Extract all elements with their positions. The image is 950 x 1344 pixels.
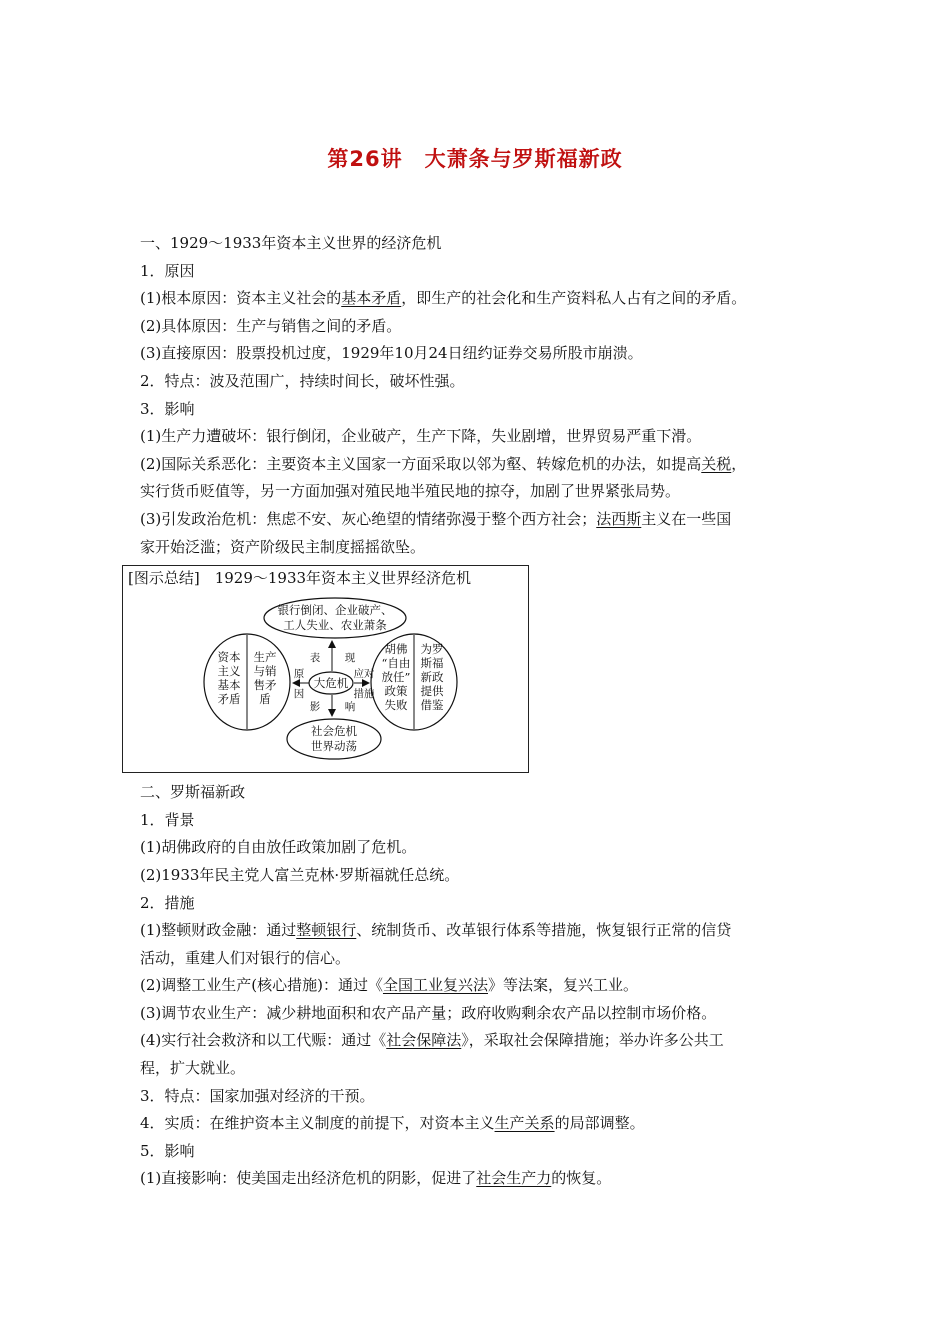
text-line — [140, 423, 820, 451]
right-col-hoover — [382, 642, 411, 712]
bottom-ellipse-line2: 世界动荡 — [311, 739, 357, 754]
text-line — [140, 478, 820, 506]
text-segment: 活动，重建人们对银行的信心。 — [140, 948, 351, 967]
diagram-cell: 矛盾 — [217, 692, 241, 707]
left-col-cause — [218, 650, 241, 706]
diagram-cell: 胡佛 — [384, 642, 408, 657]
text-line — [140, 396, 820, 424]
text-line — [140, 230, 820, 258]
diagram-cell: “自由 — [381, 656, 411, 671]
text-segment: 主义在一些国 — [641, 509, 732, 528]
left-col-contradiction — [254, 650, 277, 706]
text-segment: 2．特点：波及范围广，持续时间长，破坏性强。 — [140, 371, 465, 390]
diagram-cell: 新政 — [420, 670, 444, 685]
text-line — [140, 1027, 820, 1055]
diagram-cell: 资本 — [217, 650, 241, 665]
text-segment: 的恢复。 — [551, 1169, 612, 1188]
text-line — [140, 1083, 820, 1111]
answer-keyword: 全国工业复兴法 — [382, 976, 488, 995]
text-segment: 》等法案，复兴工业。 — [487, 976, 638, 995]
text-segment: ，即生产的社会化和生产资料私人占有之间的矛盾。 — [401, 289, 747, 308]
diagram-cell: 主义 — [217, 664, 241, 679]
top-ellipse-line2: 工人失业、农业萧条 — [283, 618, 387, 633]
diagram-svg — [123, 566, 530, 774]
text-line — [140, 890, 820, 918]
text-segment: 3．特点：国家加强对经济的干预。 — [140, 1086, 375, 1105]
diagram-cell: 基本 — [217, 678, 241, 693]
text-segment: (4)实行社会救济和以工代赈：通过《 — [140, 1031, 387, 1050]
text-segment: (2)国际关系恶化：主要资本主义国家一方面采取以邻为壑、转嫁危机的办法，如提高 — [140, 454, 702, 473]
answer-keyword: 关税 — [701, 454, 732, 473]
diagram-cell: 提供 — [420, 684, 444, 699]
answer-keyword: 生产关系 — [494, 1114, 555, 1133]
diagram-cell: 政策 — [384, 684, 408, 699]
text-line — [140, 972, 820, 1000]
document-body — [128, 230, 820, 1193]
text-segment: (1)直接影响：使美国走出经济危机的阴影，促进了 — [140, 1169, 477, 1188]
text-segment: (1)根本原因：资本主义社会的 — [140, 289, 342, 308]
text-segment: 一、1929～1933年资本主义世界的经济危机 — [140, 234, 442, 252]
text-segment: (1)胡佛政府的自由放任政策加剧了危机。 — [140, 838, 417, 857]
text-segment: (2)1933年民主党人富兰克林·罗斯福就任总统。 — [140, 865, 460, 884]
diagram-cell: 为罗 — [420, 642, 444, 657]
right-col-reference — [421, 642, 444, 712]
center-label: 大危机 — [313, 676, 349, 691]
text-segment: (3)调节农业生产：减少耕地面积和农产品产量；政府收购剩余农产品以控制市场价格。 — [140, 1003, 717, 1022]
arrow-down-label1: 影 — [309, 701, 321, 714]
arrow-right-label2: 措施 — [353, 688, 375, 701]
answer-keyword: 社会生产力 — [476, 1169, 552, 1188]
top-ellipse-line1: 银行倒闭、企业破产、 — [277, 603, 393, 618]
text-segment: 实行货币贬值等，另一方面加强对殖民地半殖民地的掠夺，加剧了世界紧张局势。 — [140, 482, 681, 501]
diagram-cell: 盾 — [259, 692, 271, 707]
text-segment: 家开始泛滥；资产阶级民主制度摇摇欲坠。 — [140, 537, 426, 556]
diagram-caption: [图示总结] 1929～1933年资本主义世界经济危机 — [128, 569, 472, 588]
lecture-number: 第26讲 — [327, 147, 403, 171]
diagram-cell: 与销 — [253, 664, 277, 679]
text-segment: 5．影响 — [140, 1141, 195, 1160]
answer-keyword: 基本矛盾 — [341, 289, 402, 308]
text-segment: 、统制货币、改革银行体系等措施，恢复银行正常的信贷 — [356, 921, 732, 940]
text-line — [140, 451, 820, 479]
text-line — [140, 1000, 820, 1028]
text-line — [140, 1110, 820, 1138]
text-line — [140, 534, 820, 562]
arrow-up-label2: 现 — [344, 652, 356, 665]
lecture-topic: 大萧条与罗斯福新政 — [424, 147, 623, 171]
answer-keyword: 法西斯 — [596, 509, 642, 528]
text-segment: 程，扩大就业。 — [140, 1059, 246, 1078]
diagram-cell: 借鉴 — [420, 698, 444, 713]
bottom-ellipse-line1: 社会危机 — [311, 724, 357, 739]
text-line — [140, 779, 820, 807]
text-segment: 》，采取社会保障措施；举办许多公共工 — [461, 1031, 724, 1050]
answer-keyword: 社会保障法 — [386, 1031, 462, 1050]
text-segment: (3)直接原因：股票投机过度，1929年10月24日纽约证券交易所股市崩溃。 — [140, 344, 643, 363]
text-segment: 1．背景 — [140, 810, 195, 829]
summary-diagram — [122, 565, 529, 773]
text-line — [140, 1055, 820, 1083]
text-line — [140, 945, 820, 973]
text-segment: 3．影响 — [140, 399, 195, 418]
diagram-cell: 斯福 — [420, 656, 444, 671]
text-segment: (1)生产力遭破坏：银行倒闭，企业破产，生产下降，失业剧增，世界贸易严重下滑。 — [140, 427, 702, 446]
text-line — [140, 340, 820, 368]
text-segment: 的局部调整。 — [554, 1114, 645, 1133]
text-segment: (2)调整工业生产(核心措施)：通过《 — [140, 976, 383, 995]
text-segment: 2．措施 — [140, 893, 195, 912]
text-line — [140, 1165, 820, 1193]
diagram-cell: 失败 — [384, 698, 408, 713]
diagram-cell: 售矛 — [253, 678, 277, 693]
arrow-up-label1: 表 — [309, 652, 321, 665]
text-segment: 4．实质：在维护资本主义制度的前提下，对资本主义 — [140, 1114, 495, 1133]
section-new-deal — [140, 779, 820, 1193]
diagram-cell: 放任” — [381, 670, 411, 685]
text-segment: (3)引发政治危机：焦虑不安、灰心绝望的情绪弥漫于整个西方社会； — [140, 509, 597, 528]
section-economic-crisis — [140, 230, 820, 561]
arrow-down-label2: 响 — [344, 701, 356, 714]
diagram-cell: 生产 — [253, 650, 277, 665]
text-line — [140, 917, 820, 945]
arrow-right-label1: 应对 — [353, 668, 375, 681]
text-line — [140, 807, 820, 835]
text-segment: (2)具体原因：生产与销售之间的矛盾。 — [140, 316, 402, 335]
text-line — [140, 506, 820, 534]
text-segment: 二、罗斯福新政 — [140, 783, 246, 802]
arrow-left-label1: 原 — [293, 668, 305, 681]
text-line — [140, 834, 820, 862]
text-segment: (1)整顿财政金融：通过 — [140, 921, 297, 940]
text-line — [140, 285, 820, 313]
page-title — [0, 143, 950, 173]
arrow-left-label2: 因 — [293, 688, 305, 701]
text-segment: ， — [731, 454, 747, 473]
text-line — [140, 1138, 820, 1166]
text-line — [140, 258, 820, 286]
text-segment: 1．原因 — [140, 261, 195, 280]
text-line — [140, 313, 820, 341]
text-line — [140, 862, 820, 890]
answer-keyword: 整顿银行 — [296, 921, 357, 940]
text-line — [140, 368, 820, 396]
